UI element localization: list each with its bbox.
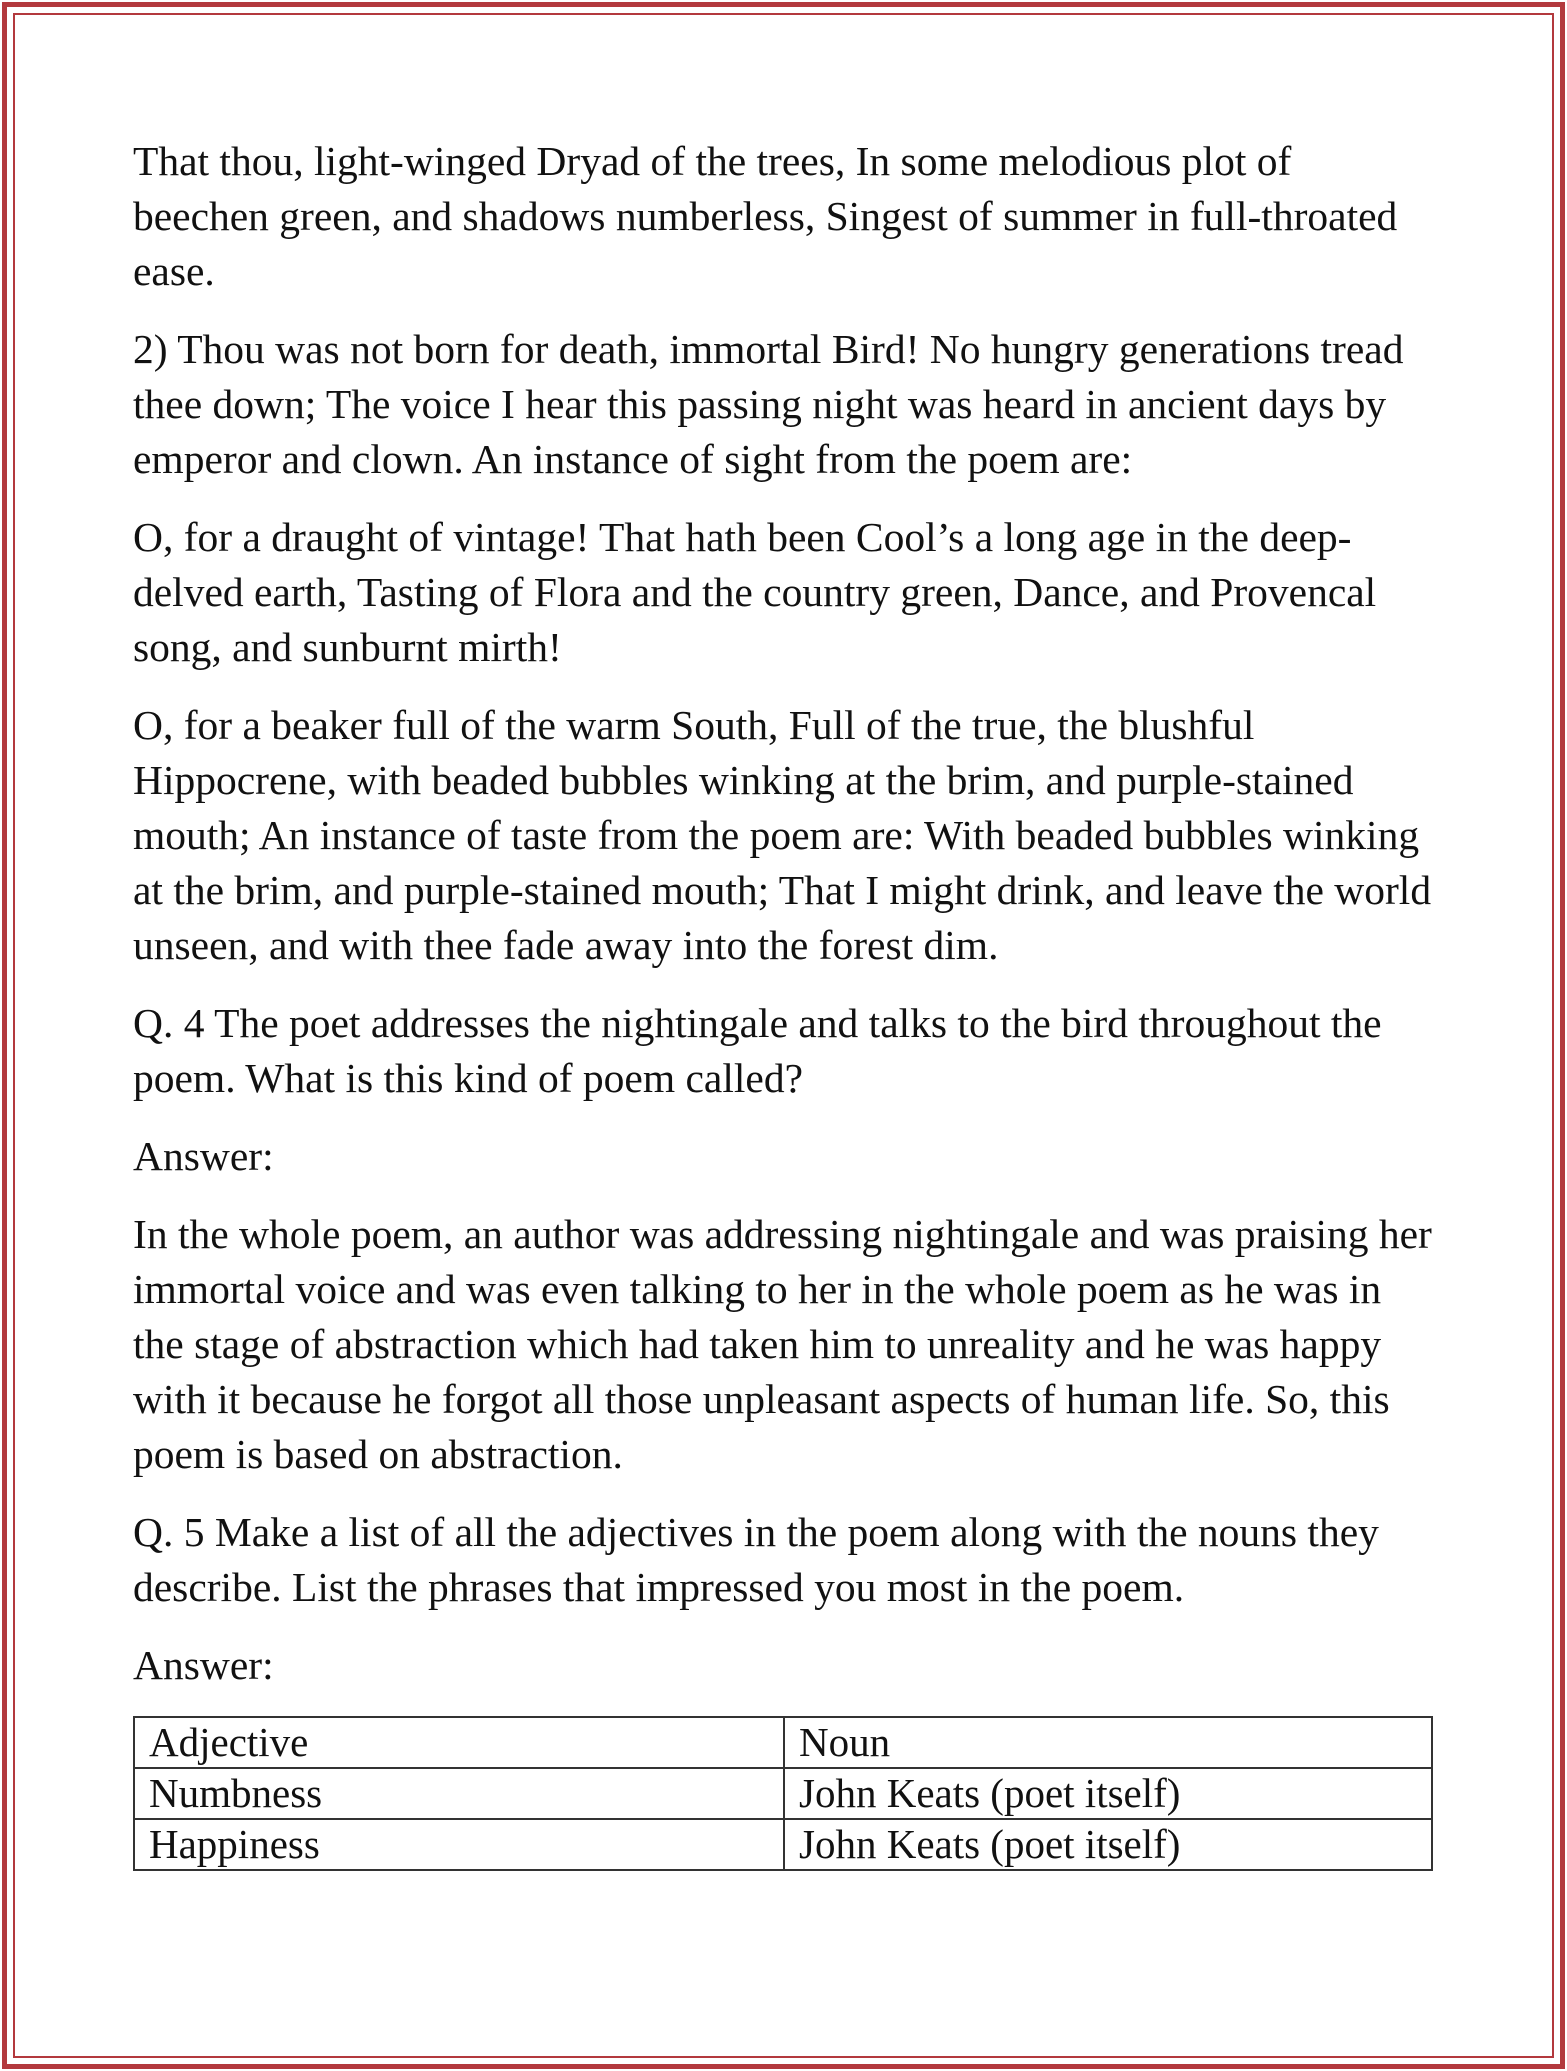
table-cell-noun: John Keats (poet itself) — [784, 1768, 1432, 1819]
poem-excerpt-vintage: O, for a draught of vintage! That hath been Cool’s a long age in the deep-delved earth, Tasting of Flora and the country green, Dance, and Provencal song, and sunburnt mirth! — [133, 514, 1377, 670]
table-row — [134, 1768, 1432, 1819]
adjective-noun-table — [133, 1716, 1433, 1871]
answer-4-text: In the whole poem, an author was addressing nightingale and was praising her immortal voice and was even talking to her in the whole poem as he was in the stage of abstraction which had taken him to unreality and he was happy with it because he forgot all those unpleasant aspects of human life. So, this poem is based on abstraction. — [133, 1211, 1432, 1477]
table-row — [134, 1819, 1432, 1870]
document-content — [133, 134, 1433, 1871]
table-cell-adjective: Happiness — [134, 1819, 784, 1870]
table-cell-adjective: Numbness — [134, 1768, 784, 1819]
question-4: Q. 4 The poet addresses the nightingale and talks to the bird throughout the poem. What is this kind of poem called? — [133, 1000, 1382, 1101]
table-header-row — [134, 1717, 1432, 1768]
question-5: Q. 5 Make a list of all the adjectives in the poem along with the nouns they describe. List the phrases that impressed you most in the poem. — [133, 1509, 1379, 1610]
table-header-adjective: Adjective — [134, 1717, 784, 1768]
poem-excerpt-immortal-bird: 2) Thou was not born for death, immortal Bird! No hungry generations tread thee down; The voice I hear this passing night was heard in ancient days by emperor and clown. An instance of sight from the poem are: — [133, 326, 1404, 482]
poem-excerpt-beaker: O, for a beaker full of the warm South, Full of the true, the blushful Hippocrene, with beaded bubbles winking at the brim, and purple-stained mouth; An instance of taste from the poem are: With beaded bubbles winking at the brim, and purple-stained mouth; That I might drink, and leave the world unseen, and with thee fade away into the forest dim. — [133, 702, 1432, 968]
answer-label-5: Answer: — [133, 1642, 274, 1688]
table-header-noun: Noun — [784, 1717, 1432, 1768]
table-cell-noun: John Keats (poet itself) — [784, 1819, 1432, 1870]
answer-label-4: Answer: — [133, 1133, 274, 1179]
poem-excerpt-dryad: That thou, light-winged Dryad of the trees, In some melodious plot of beechen green, and shadows numberless, Singest of summer in full-throated ease. — [133, 138, 1398, 294]
